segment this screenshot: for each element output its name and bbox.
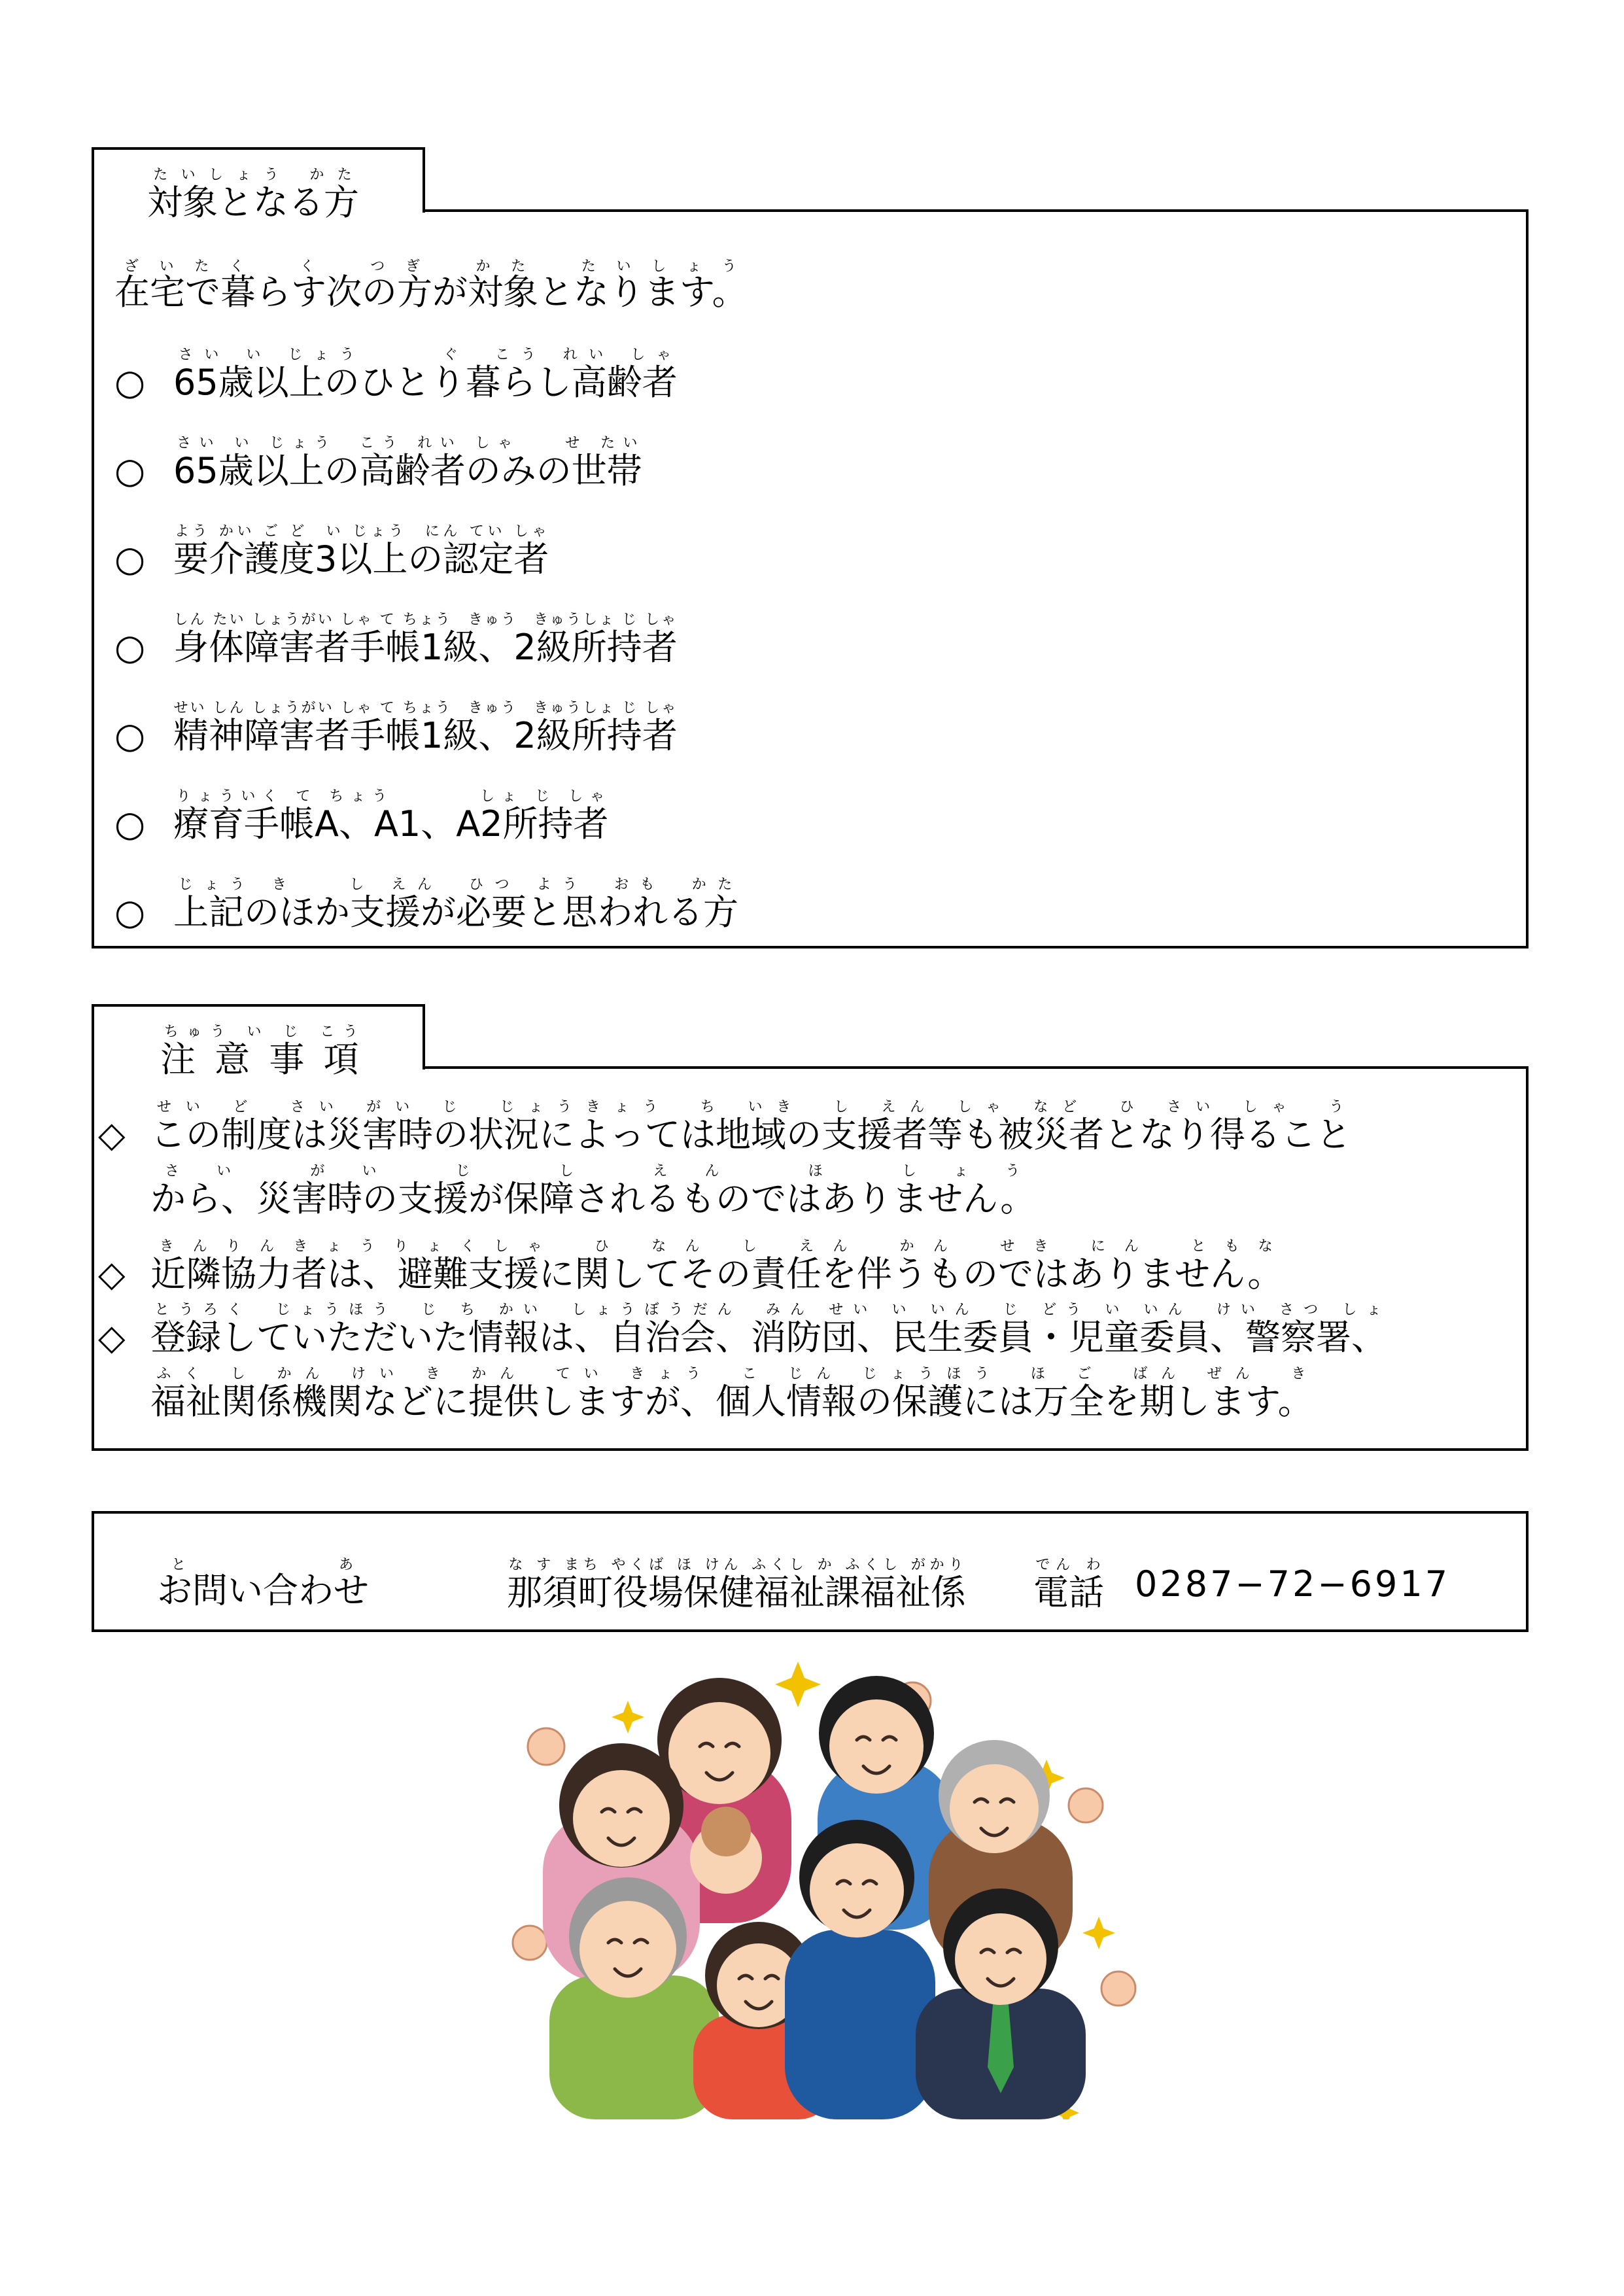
eligible-item: ○ 精神障害者手帳1級、2級所持者せい しん しょうがい しゃ て ちょう きゅう きゅうしょ じ しゃ xyxy=(114,700,678,756)
eligible-item: ○ 療育手帳A、A1、A2所持者りょういく て ちょう しょ じ しゃ xyxy=(114,788,609,844)
contact-phone-label: 電話でん わ xyxy=(1033,1557,1104,1613)
eligible-item: ○ 65歳以上のひとり暮らし高齢者さい い じょう ぐ こう れい しゃ xyxy=(114,347,678,403)
circle-bullet-icon: ○ xyxy=(114,892,146,933)
circle-bullet-icon: ○ xyxy=(114,362,146,403)
people-group-illustration xyxy=(510,1648,1138,2119)
notes-title: 注 意 事 項ちゅう い じ こう xyxy=(160,1024,363,1080)
diamond-bullet-icon: ◇ xyxy=(98,1114,126,1155)
eligible-item: ○ 身体障害者手帳1級、2級所持者しん たい しょうがい しゃ て ちょう きゅう きゅうしょ じ しゃ xyxy=(114,612,678,668)
eligible-item: ○ 65歳以上の高齢者のみの世帯さい い じょう こう れい しゃ せ たい xyxy=(114,435,642,491)
eligible-intro: 在宅で暮らす次の方が対象となります。ざいたく く つぎ かた たいしょう xyxy=(114,258,748,313)
diamond-bullet-icon: ◇ xyxy=(98,1253,126,1295)
circle-bullet-icon: ○ xyxy=(114,715,146,756)
circle-bullet-icon: ○ xyxy=(114,538,146,580)
note-item: ◇ 近隣協力者は、避難支援に関してその責任を伴うものではありません。きんりんきょうりょくしゃ ひ なん し えん かん せき にん ともな xyxy=(98,1238,1283,1295)
note-item: ◇ この制度は災害時の状況によっては地域の支援者等も被災者となり得ることせい ど さい がい じ じょうきょう ち いき し えん しゃ など ひ さい しゃ う xyxy=(98,1099,1351,1155)
eligible-item: ○ 要介護度3以上の認定者よう かい ご ど い じょう にん てい しゃ xyxy=(114,523,549,580)
eligible-item: ○ 上記のほか支援が必要と思われる方じょう き し えん ひつ よう おも かた xyxy=(114,877,738,933)
note-item: ◇ 登録していただいた情報は、自治会、消防団、民生委員・児童委員、警察署、とうろく じょうほう じ ち かい しょうぼうだん みん せい い いん じ どう い いん けい さつ しょ xyxy=(98,1302,1387,1358)
diamond-bullet-icon: ◇ xyxy=(98,1317,126,1358)
circle-bullet-icon: ○ xyxy=(114,627,146,668)
note-item-continued: から、災害時の支援が保障されるものではありません。さい がい じ し えん ほ しょう xyxy=(150,1163,1036,1219)
eligible-title: 対象となる方たいしょう かた xyxy=(147,167,359,223)
contact-label: お問い合わせと あ xyxy=(157,1557,369,1611)
contact-office: 那須町役場保健福祉課福祉係な す まち やくば ほ けん ふくし か ふくし がかり xyxy=(507,1557,966,1613)
note-item-continued: 福祉関係機関などに提供しますが、個人情報の保護には万全を期します。ふく し かん けい き かん てい きょう こ じん じょうほう ほ ご ばん ぜん き xyxy=(150,1366,1313,1422)
circle-bullet-icon: ○ xyxy=(114,450,146,491)
circle-bullet-icon: ○ xyxy=(114,803,146,844)
contact-phone-number: 0287−72−6917 xyxy=(1135,1563,1451,1605)
